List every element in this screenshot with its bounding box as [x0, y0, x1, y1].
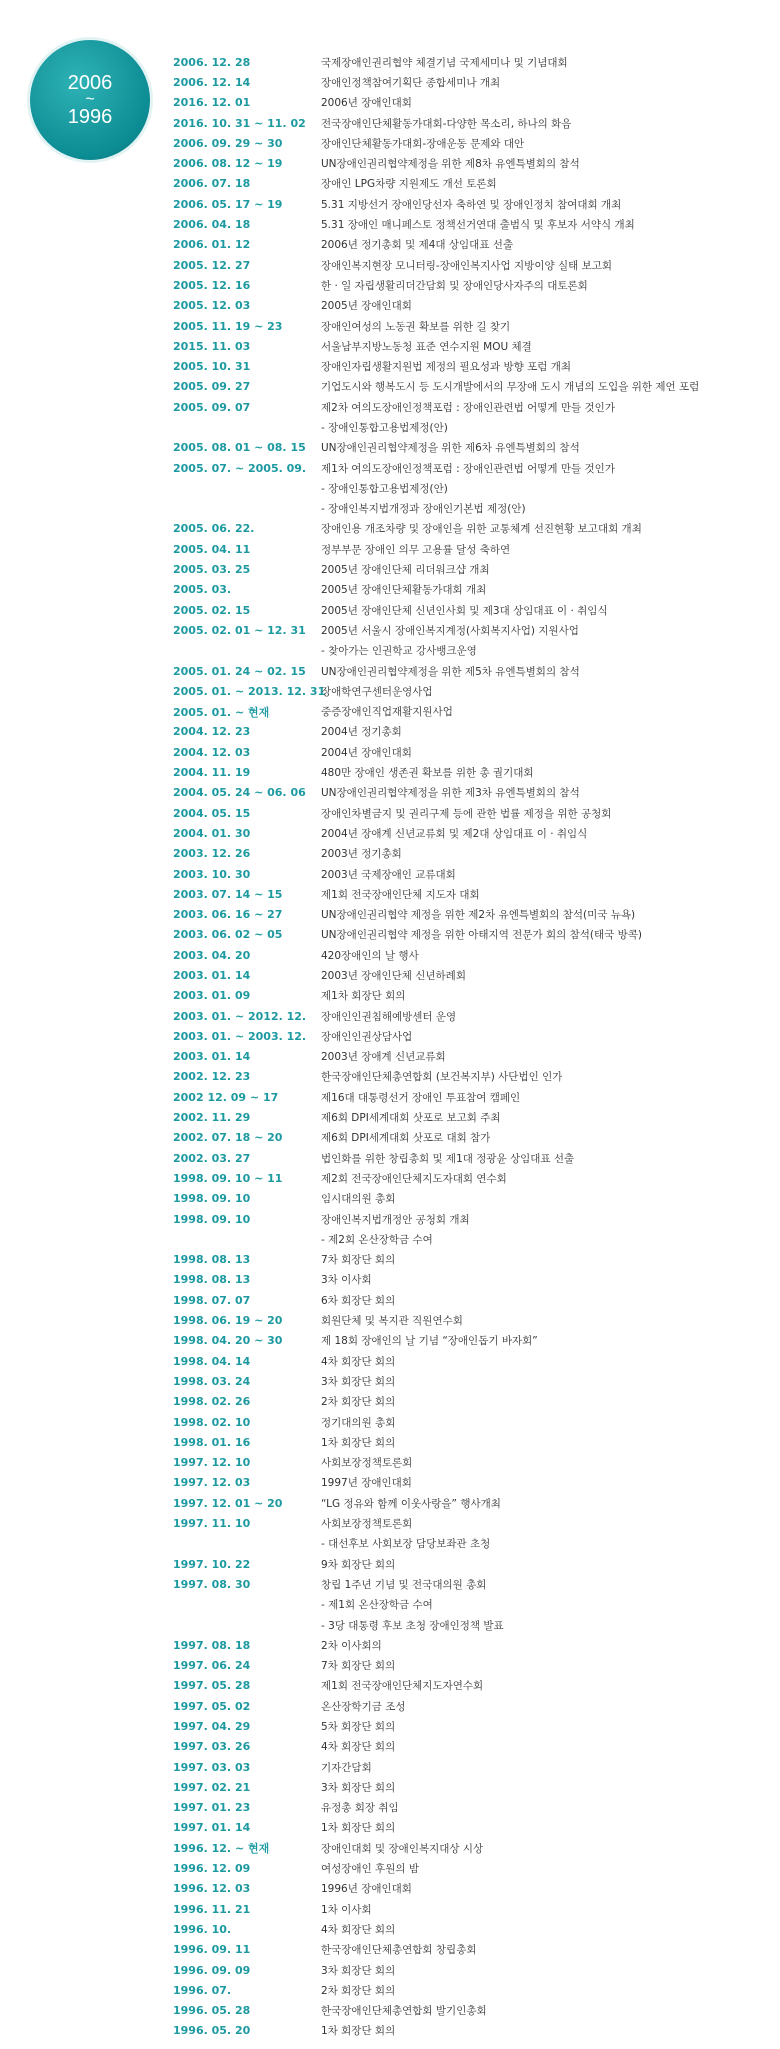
timeline-date: 2005. 07. ~ 2005. 09.: [173, 461, 307, 475]
badge-start-year: 2006: [67, 72, 113, 94]
timeline-row: [173, 1229, 773, 1249]
timeline-date: 2003. 01. 09: [173, 989, 251, 1003]
timeline-row: [173, 356, 773, 376]
timeline-row: [173, 316, 773, 336]
timeline-row: [173, 1980, 773, 2000]
timeline-event: 1차 회장단 회의: [321, 1822, 396, 1835]
period-badge: [30, 40, 150, 160]
timeline-event: 5.31 장애인 매니페스토 정책선거연대 출범식 및 후보자 서약식 개최: [321, 219, 635, 232]
timeline-date: 2005. 10. 31: [173, 360, 251, 374]
timeline-date: 1997. 10. 22: [173, 1557, 251, 1571]
timeline-row: [173, 478, 773, 498]
timeline-date: 2003. 12. 26: [173, 847, 251, 861]
timeline-row: [173, 275, 773, 295]
timeline-row: [173, 1534, 773, 1554]
timeline-row: [173, 1676, 773, 1696]
timeline-date: 2006. 08. 12 ~ 19: [173, 157, 283, 171]
timeline-row: [173, 1047, 773, 1067]
timeline-row: [173, 1209, 773, 1229]
timeline-event: 국제장애인권리협약 체결기념 국제세미나 및 기념대회: [321, 56, 568, 69]
timeline-row: [173, 93, 773, 113]
timeline-event: 2006년 장애인대회: [321, 97, 412, 110]
timeline-date: 1997. 06. 24: [173, 1659, 251, 1673]
badge-end-year: 1996: [67, 106, 113, 128]
timeline-row: [173, 2021, 773, 2041]
timeline-event: 3차 회장단 회의: [321, 1964, 396, 1977]
timeline-row: [173, 499, 773, 519]
timeline-date: 2003. 07. 14 ~ 15: [173, 887, 283, 901]
timeline-date: 1998. 04. 14: [173, 1354, 251, 1368]
timeline-event: 2003년 장애인단체 신년하례회: [321, 970, 466, 982]
timeline-event: 3차 회장단 회의: [321, 1375, 396, 1388]
timeline-row: [173, 1026, 773, 1046]
timeline-event: 2차 회장단 회의: [321, 1396, 396, 1409]
timeline-row: [173, 742, 773, 762]
timeline-event: 한국장애인단체총연합회 (보건복지부) 사단법인 인가: [321, 1071, 563, 1084]
timeline-row: [173, 1919, 773, 1939]
timeline-date: 2003. 01. ~ 2012. 12.: [173, 1009, 307, 1023]
timeline-event: 2차 이사회의: [321, 1639, 382, 1652]
timeline-date: 1998. 08. 13: [173, 1253, 251, 1267]
timeline-row: [173, 681, 773, 701]
timeline-event: 장애인 LPG차량 지원제도 개선 토론회: [321, 178, 497, 191]
timeline-event: 제2회 전국장애인단체지도자대회 연수회: [321, 1172, 507, 1185]
timeline-event: 5.31 지방선거 장애인당선자 축하연 및 장애인정치 참여대회 개최: [321, 198, 622, 211]
timeline-row: [173, 539, 773, 559]
timeline-date: 1997. 08. 18: [173, 1638, 251, 1652]
timeline-row: [173, 1879, 773, 1899]
timeline-row: [173, 1331, 773, 1351]
timeline-event: UN장애인권리협약제정을 위한 제3차 유엔특별회의 참석: [321, 787, 580, 800]
timeline-date: 1996. 09. 09: [173, 1963, 251, 1977]
timeline-row: [173, 641, 773, 661]
timeline-row: [173, 1493, 773, 1513]
timeline-row: [173, 1798, 773, 1818]
timeline-date: 1996. 11. 21: [173, 1902, 251, 1916]
timeline-event: 2차 회장단 회의: [321, 1984, 396, 1997]
timeline-date: 2003. 01. 14: [173, 1050, 251, 1064]
timeline-date: 1998. 09. 10: [173, 1212, 251, 1226]
timeline-date: 2002 12. 09 ~ 17: [173, 1090, 279, 1104]
timeline-date: 2006. 09. 29 ~ 30: [173, 136, 283, 150]
timeline-row: [173, 986, 773, 1006]
timeline-row: [173, 1737, 773, 1757]
timeline-event: 여성장애인 후원의 밤: [321, 1863, 419, 1876]
timeline-event: 임시대의원 총회: [321, 1193, 396, 1206]
timeline-date: 2005. 03. 25: [173, 563, 251, 577]
timeline-row: [173, 1067, 773, 1087]
timeline-event: 장애인인권침해예방센터 운영: [321, 1010, 457, 1023]
timeline-event: 3차 회장단 회의: [321, 1781, 396, 1794]
timeline-row: [173, 1777, 773, 1797]
timeline-date: 2005. 01. ~ 2013. 12. 31: [173, 684, 326, 698]
timeline-event: 2005년 장애인대회: [321, 300, 412, 313]
timeline-row: [173, 702, 773, 722]
timeline-date: 1996. 05. 28: [173, 2004, 251, 2018]
timeline-event: 2003년 장애계 신년교류회: [321, 1051, 446, 1064]
timeline-date: 1998. 08. 13: [173, 1273, 251, 1287]
timeline-event: UN장애인권리협약제정을 위한 제8차 유엔특별회의 참석: [321, 158, 580, 171]
timeline-event: 장애인단체활동가대회-장애운동 문제와 대안: [321, 137, 525, 150]
timeline-date: 1997. 08. 30: [173, 1577, 251, 1591]
timeline-row: [173, 194, 773, 214]
timeline-date: 2005. 02. 15: [173, 603, 251, 617]
timeline-row: [173, 1574, 773, 1594]
timeline-event: 2004년 정기총회: [321, 726, 402, 739]
timeline-event: 2003년 정기총회: [321, 848, 402, 861]
timeline-row: [173, 1960, 773, 1980]
timeline-date: 2002. 12. 23: [173, 1070, 251, 1084]
timeline-date: 2004. 11. 19: [173, 766, 251, 780]
timeline-row: [173, 1655, 773, 1675]
timeline-event: 2005년 서울시 장애인복지계정(사회복지사업) 지원사업: [321, 624, 579, 637]
timeline-date: 1997. 05. 02: [173, 1699, 251, 1713]
timeline-event: - 찾아가는 인권학교 강사뱅크운영: [321, 645, 477, 658]
timeline-row: [173, 519, 773, 539]
timeline-row: [173, 1310, 773, 1330]
timeline-event: - 대선후보 사회보장 담당보좌관 초청: [321, 1538, 491, 1551]
timeline-event: 제1차 여의도장애인정책포럼 : 장애인관련법 어떻게 만들 것인가: [321, 462, 615, 475]
timeline-event: 2005년 장애인단체 신년인사회 및 제3대 상임대표 이 · 취임식: [321, 604, 608, 617]
timeline-date: 2003. 01. 14: [173, 969, 251, 982]
timeline-date: 1996. 05. 20: [173, 2024, 251, 2038]
timeline-date: 1997. 11. 10: [173, 1517, 251, 1531]
timeline-row: [173, 661, 773, 681]
timeline-event: 제1회 전국장애인단체지도자연수회: [321, 1680, 484, 1693]
timeline-date: 2006. 04. 18: [173, 218, 251, 232]
timeline-event: 1차 회장단 회의: [321, 1436, 396, 1449]
timeline-event: 6차 회장단 회의: [321, 1294, 396, 1307]
timeline-row: [173, 1554, 773, 1574]
timeline-date: 1998. 06. 19 ~ 20: [173, 1314, 283, 1328]
timeline-event: 장애인자립생활지원법 제정의 필요성과 방향 포럼 개최: [321, 361, 571, 374]
timeline-row: [173, 580, 773, 600]
timeline-row: [173, 1838, 773, 1858]
timeline-date: 2005. 12. 03: [173, 299, 251, 313]
timeline-row: [173, 438, 773, 458]
timeline-row: [173, 803, 773, 823]
timeline-date: 1997. 02. 21: [173, 1780, 251, 1794]
timeline-event: 7차 회장단 회의: [321, 1660, 396, 1673]
timeline-date: 1996. 07.: [173, 1983, 232, 1997]
timeline-date: 2005. 11. 19 ~ 23: [173, 319, 283, 333]
timeline-date: 1998. 04. 20 ~ 30: [173, 1334, 283, 1348]
timeline-date: 1996. 12. ~ 현재: [173, 1842, 270, 1856]
timeline-event: 제6회 DPI세계대회 삿포로 대회 참가: [321, 1132, 491, 1145]
timeline-date: 2005. 12. 27: [173, 258, 251, 272]
timeline-date: 1998. 07. 07: [173, 1293, 251, 1307]
timeline-row: [173, 1818, 773, 1838]
timeline-row: [173, 214, 773, 234]
timeline-row: [173, 722, 773, 742]
timeline-date: 1998. 01. 16: [173, 1435, 251, 1449]
timeline-date: 2005. 06. 22.: [173, 522, 255, 536]
timeline-row: [173, 397, 773, 417]
timeline-event: 장애인차별금지 및 권리구제 등에 관한 법률 제정을 위한 공청회: [321, 807, 612, 820]
timeline-date: 2005. 01. 24 ~ 02. 15: [173, 664, 306, 678]
timeline-event: 7차 회장단 회의: [321, 1254, 396, 1267]
timeline-event: 사회보장정책토론회: [321, 1518, 413, 1531]
timeline-event: 1997년 장애인대회: [321, 1477, 412, 1490]
timeline-date: 2006. 01. 12: [173, 238, 251, 252]
timeline-row: [173, 1940, 773, 1960]
timeline-row: [173, 1128, 773, 1148]
timeline-event: 창립 1주년 기념 및 전국대의원 총회: [321, 1578, 487, 1591]
timeline-event: 장애인복지법개정안 공청회 개최: [321, 1213, 470, 1226]
timeline-date: 1997. 03. 26: [173, 1740, 251, 1754]
timeline-date: 1997. 12. 10: [173, 1456, 251, 1470]
history-timeline: [173, 52, 773, 2041]
timeline-row: [173, 255, 773, 275]
timeline-event: 제2차 여의도장애인정책포럼 : 장애인관련법 어떻게 만들 것인가: [321, 401, 615, 414]
timeline-date: 2006. 07. 18: [173, 177, 251, 191]
timeline-row: [173, 1635, 773, 1655]
timeline-event: UN장애인권리협약 제정을 위한 아태지역 전문가 회의 참석(태국 방콕): [321, 929, 642, 942]
timeline-event: 장애인인권상담사업: [321, 1030, 413, 1043]
timeline-row: [173, 113, 773, 133]
timeline-date: 2006. 12. 14: [173, 75, 251, 89]
timeline-row: [173, 1189, 773, 1209]
timeline-row: [173, 864, 773, 884]
timeline-row: [173, 458, 773, 478]
timeline-row: [173, 965, 773, 985]
timeline-date: 2004. 12. 03: [173, 745, 251, 759]
timeline-event: 2005년 장애인단체활동가대회 개최: [321, 584, 487, 597]
timeline-row: [173, 620, 773, 640]
timeline-row: [173, 945, 773, 965]
badge-tilde: ~: [85, 91, 95, 108]
timeline-row: [173, 2001, 773, 2021]
timeline-row: [173, 296, 773, 316]
timeline-row: [173, 1107, 773, 1127]
timeline-date: 2005. 04. 11: [173, 542, 251, 556]
timeline-row: [173, 1270, 773, 1290]
timeline-event: UN장애인권리협약 제정을 위한 제2차 유엔특별회의 참석(미국 뉴욕): [321, 909, 636, 922]
timeline-date: 2006. 12. 28: [173, 55, 251, 69]
timeline-event: 한국장애인단체총연합회 창립총회: [321, 1944, 477, 1957]
timeline-event: 1996년 장애인대회: [321, 1883, 412, 1896]
timeline-date: 1997. 12. 03: [173, 1476, 251, 1490]
timeline-event: 장애인정책참여기획단 종합세미나 개최: [321, 76, 501, 89]
timeline-event: 3차 이사회: [321, 1274, 372, 1287]
timeline-date: 2002. 11. 29: [173, 1111, 251, 1125]
timeline-date: 1997. 12. 01 ~ 20: [173, 1496, 283, 1510]
timeline-event: 2003년 국제장애인 교류대회: [321, 868, 456, 881]
timeline-event: 1차 이사회: [321, 1903, 372, 1916]
timeline-row: [173, 1899, 773, 1919]
timeline-date: 2005. 01. ~ 현재: [173, 705, 270, 719]
timeline-date: 2004. 05. 24 ~ 06. 06: [173, 786, 306, 800]
timeline-event: 장애인여성의 노동권 확보를 위한 길 찾기: [321, 320, 511, 333]
timeline-date: 2005. 12. 16: [173, 278, 251, 292]
timeline-event: 4차 회장단 회의: [321, 1355, 396, 1368]
timeline-row: [173, 417, 773, 437]
timeline-date: 1998. 03. 24: [173, 1374, 251, 1388]
timeline-event: 정기대의원 총회: [321, 1416, 396, 1429]
timeline-row: [173, 823, 773, 843]
timeline-date: 2005. 02. 01 ~ 12. 31: [173, 623, 306, 637]
timeline-event: 2004년 장애인대회: [321, 746, 412, 759]
timeline-event: 420장애인의 날 행사: [321, 949, 419, 962]
timeline-row: [173, 52, 773, 72]
timeline-row: [173, 1168, 773, 1188]
timeline-event: 9차 회장단 회의: [321, 1558, 396, 1571]
timeline-event: 제6회 DPI세계대회 삿포로 보고회 주최: [321, 1112, 501, 1125]
timeline-event: 법인화를 위한 창립총회 및 제1대 정광윤 상임대표 선출: [321, 1152, 575, 1165]
timeline-event: UN장애인권리협약제정을 위한 제6차 유엔특별회의 참석: [321, 442, 580, 455]
timeline-date: 1997. 01. 14: [173, 1821, 251, 1835]
timeline-event: 480만 장애인 생존권 확보를 위한 총 궐기대회: [321, 767, 534, 780]
timeline-date: 1998. 02. 26: [173, 1395, 251, 1409]
timeline-event: 장애학연구센터운영사업: [321, 685, 433, 698]
timeline-event: 한 · 일 자립생활리더간담회 및 장애인당사자주의 대토론회: [321, 279, 588, 292]
timeline-date: 2003. 06. 16 ~ 27: [173, 908, 283, 922]
timeline-event: 4차 회장단 회의: [321, 1923, 396, 1936]
timeline-row: [173, 1696, 773, 1716]
timeline-event: 4차 회장단 회의: [321, 1741, 396, 1754]
timeline-row: [173, 783, 773, 803]
timeline-date: 2005. 09. 07: [173, 400, 251, 414]
timeline-event: - 제1회 온산장학금 수여: [321, 1599, 433, 1612]
timeline-date: 1996. 12. 09: [173, 1862, 251, 1876]
timeline-date: 1996. 12. 03: [173, 1882, 251, 1896]
timeline-date: 2003. 06. 02 ~ 05: [173, 928, 283, 942]
timeline-row: [173, 1412, 773, 1432]
timeline-event: 장애인용 개조차량 및 장애인을 위한 교통체계 선진현황 보고대회 개최: [321, 523, 642, 536]
timeline-event: 제1회 전국장애인단체 지도자 대회: [321, 888, 480, 901]
timeline-row: [173, 336, 773, 356]
timeline-date: 2003. 10. 30: [173, 867, 251, 881]
timeline-row: [173, 1148, 773, 1168]
timeline-date: 1997. 05. 28: [173, 1679, 251, 1693]
timeline-date: 2015. 11. 03: [173, 339, 251, 353]
timeline-row: [173, 235, 773, 255]
timeline-event: UN장애인권리협약제정을 위한 제5차 유엔특별회의 참석: [321, 665, 580, 678]
timeline-event: - 장애인복지법개정과 장애인기본법 제정(안): [321, 503, 526, 516]
timeline-date: 2003. 01. ~ 2003. 12.: [173, 1029, 307, 1043]
timeline-row: [173, 1392, 773, 1412]
timeline-row: [173, 174, 773, 194]
timeline-date: 1997. 04. 29: [173, 1719, 251, 1733]
timeline-event: 제1차 회장단 회의: [321, 990, 406, 1003]
timeline-row: [173, 1716, 773, 1736]
timeline-date: 2006. 05. 17 ~ 19: [173, 197, 283, 211]
timeline-event: - 3당 대통령 후보 초청 장애인정책 발표: [321, 1619, 504, 1632]
timeline-date: 1998. 02. 10: [173, 1415, 251, 1429]
timeline-event: 2006년 정기총회 및 제4대 상임대표 선출: [321, 239, 514, 252]
timeline-row: [173, 377, 773, 397]
timeline-event: - 제2회 온산장학금 수여: [321, 1233, 433, 1246]
timeline-row: [173, 925, 773, 945]
timeline-event: 전국장애인단체활동가대회-다양한 목소리, 하나의 화음: [321, 117, 572, 130]
timeline-date: 1997. 03. 03: [173, 1760, 251, 1774]
timeline-date: 1996. 09. 11: [173, 1943, 251, 1957]
timeline-event: “LG 정유와 함께 이웃사랑을” 행사개최: [321, 1497, 501, 1510]
timeline-row: [173, 1757, 773, 1777]
timeline-row: [173, 1452, 773, 1472]
timeline-date: 2002. 03. 27: [173, 1151, 251, 1165]
timeline-date: 1997. 01. 23: [173, 1801, 251, 1815]
timeline-row: [173, 884, 773, 904]
timeline-row: [173, 1513, 773, 1533]
timeline-row: [173, 1006, 773, 1026]
timeline-event: 온산장학기금 조성: [321, 1700, 406, 1713]
timeline-date: 2005. 09. 27: [173, 380, 251, 394]
timeline-event: - 장애인통합고용법제정(안): [321, 482, 448, 495]
timeline-row: [173, 1371, 773, 1391]
timeline-row: [173, 904, 773, 924]
timeline-row: [173, 133, 773, 153]
timeline-date: 2004. 12. 23: [173, 725, 251, 739]
timeline-row: [173, 1290, 773, 1310]
timeline-row: [173, 1432, 773, 1452]
timeline-row: [173, 1858, 773, 1878]
timeline-date: 1998. 09. 10 ~ 11: [173, 1171, 283, 1185]
timeline-date: 2003. 04. 20: [173, 948, 251, 962]
timeline-row: [173, 1595, 773, 1615]
timeline-row: [173, 600, 773, 620]
timeline-event: 2005년 장애인단체 리더워크샵 개최: [321, 564, 490, 577]
timeline-row: [173, 1087, 773, 1107]
timeline-row: [173, 1250, 773, 1270]
timeline-row: [173, 153, 773, 173]
timeline-event: 기업도시와 행복도시 등 도시개발에서의 무장애 도시 개념의 도입을 위한 제언 포럼: [321, 381, 700, 394]
timeline-event: 중증장애인직업재활지원사업: [321, 706, 453, 719]
timeline-row: [173, 559, 773, 579]
timeline-event: 제16대 대통령선거 장애인 투표참여 캠페인: [321, 1091, 521, 1104]
timeline-row: [173, 1473, 773, 1493]
timeline-row: [173, 1615, 773, 1635]
timeline-event: 정부부문 장애인 의무 고용률 달성 축하연: [321, 543, 511, 556]
timeline-date: 2016. 12. 01: [173, 96, 251, 110]
timeline-row: [173, 762, 773, 782]
timeline-date: 2002. 07. 18 ~ 20: [173, 1131, 283, 1145]
timeline-event: 사회보장정책토론회: [321, 1457, 413, 1470]
timeline-date: 2005. 03.: [173, 583, 232, 597]
timeline-event: 장애인복지현장 모니터링-장애인복지사업 지방이양 실태 보고회: [321, 259, 612, 272]
timeline-event: 장애인대회 및 장애인복지대상 시상: [321, 1842, 484, 1855]
timeline-date: 2004. 05. 15: [173, 806, 251, 820]
timeline-row: [173, 844, 773, 864]
timeline-event: 5차 회장단 회의: [321, 1720, 396, 1733]
timeline-event: 1차 회장단 회의: [321, 2025, 396, 2038]
timeline-event: 회원단체 및 복지관 직원연수회: [321, 1315, 463, 1328]
timeline-date: 1998. 09. 10: [173, 1192, 251, 1206]
timeline-row: [173, 72, 773, 92]
timeline-event: - 장애인통합고용법제정(안): [321, 421, 448, 434]
timeline-event: 제 18회 장애인의 날 기념 “장애인돕기 바자회”: [321, 1335, 538, 1348]
timeline-event: 기자간담회: [321, 1761, 372, 1774]
timeline-date: 2005. 08. 01 ~ 08. 15: [173, 441, 306, 455]
timeline-event: 서울남부지방노동청 표준 연수지원 MOU 체결: [321, 340, 532, 353]
timeline-date: 2016. 10. 31 ~ 11. 02: [173, 116, 306, 130]
timeline-row: [173, 1351, 773, 1371]
timeline-event: 유정총 회장 취임: [321, 1802, 399, 1815]
timeline-event: 한국장애인단체총연합회 발기인총회: [321, 2005, 487, 2018]
timeline-date: 1996. 10.: [173, 1922, 232, 1936]
timeline-date: 2004. 01. 30: [173, 826, 251, 840]
timeline-event: 2004년 장애계 신년교류회 및 제2대 상임대표 이 · 취임식: [321, 827, 588, 840]
